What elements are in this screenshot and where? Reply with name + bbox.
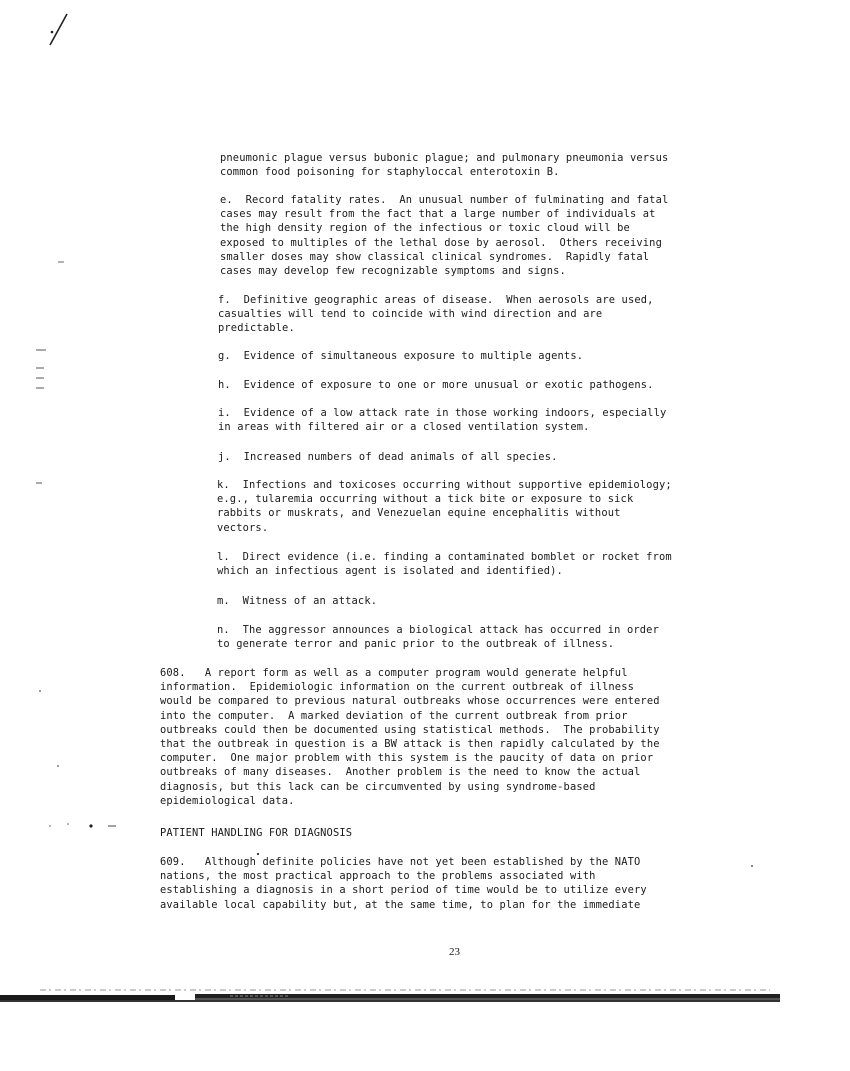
- list-item-h: h. Evidence of exposure to one or more unusual or exotic pathogens.: [218, 379, 654, 391]
- list-item-l: l. Direct evidence (i.e. finding a contaminated bomblet or rocket from which an infectious agent is isolated and identified).: [217, 551, 672, 578]
- page-number: 23: [449, 946, 460, 958]
- list-item-n: n. The aggressor announces a biological attack has occurred in order to generate terror and panic prior to the outbreak of illness.: [217, 624, 659, 651]
- list-item-m: m. Witness of an attack.: [217, 595, 378, 607]
- list-item-g: g. Evidence of simultaneous exposure to multiple agents.: [218, 350, 584, 362]
- section-heading: PATIENT HANDLING FOR DIAGNOSIS: [160, 827, 353, 839]
- scan-edge-bar: [0, 986, 850, 1016]
- list-item-e: e. Record fatality rates. An unusual number of fulminating and fatal cases may result from the fact that a large number of individuals at the high density region of the infectious or toxic cloud will be exposed to multiples of the lethal dose by aerosol. Others receiving smaller doses may show classical clinical syndromes. Rapidly fatal cases may develop few recognizable symptoms and signs.: [220, 194, 669, 278]
- list-item-k: k. Infections and toxicoses occurring without supportive epidemiology; e.g., tularemia occurring without a tick bite or exposure to sick rabbits or muskrats, and Venezuelan equine encephalitis without vectors.: [217, 479, 672, 534]
- paragraph-609: 609. Although definite policies have not yet been established by the NATO nations, the most practical approach to the problems associated with establishing a diagnosis in a short period of time would be to utilize every available local capability but, at the same time, to plan for the immediate: [160, 856, 647, 911]
- paragraph-608: 608. A report form as well as a computer program would generate helpful information. Epidemiologic information on the current outbreak of illness would be compared to previous natural outbreaks whose occurrences were entered into the computer. A marked deviation of the current outbreak from prior outbreaks could then be documented using statistical methods. The probability that the outbreak in question is a BW attack is then rapidly calculated by the computer. One major problem with this system is the paucity of data on prior outbreaks of many diseases. Another problem is the need to know the actual diagnosis, but this lack can be circumvented by using syndrome-based epidemiological data.: [160, 667, 660, 807]
- list-item-j: j. Increased numbers of dead animals of all species.: [218, 451, 558, 463]
- paragraph-continuation: pneumonic plague versus bubonic plague; and pulmonary pneumonia versus common food poisoning for staphyloccal enterotoxin B.: [220, 152, 669, 179]
- list-item-f: f. Definitive geographic areas of disease. When aerosols are used, casualties will tend to coincide with wind direction and are predictable.: [218, 294, 654, 335]
- list-item-i: i. Evidence of a low attack rate in those working indoors, especially in areas with filtered air or a closed ventilation system.: [218, 407, 667, 434]
